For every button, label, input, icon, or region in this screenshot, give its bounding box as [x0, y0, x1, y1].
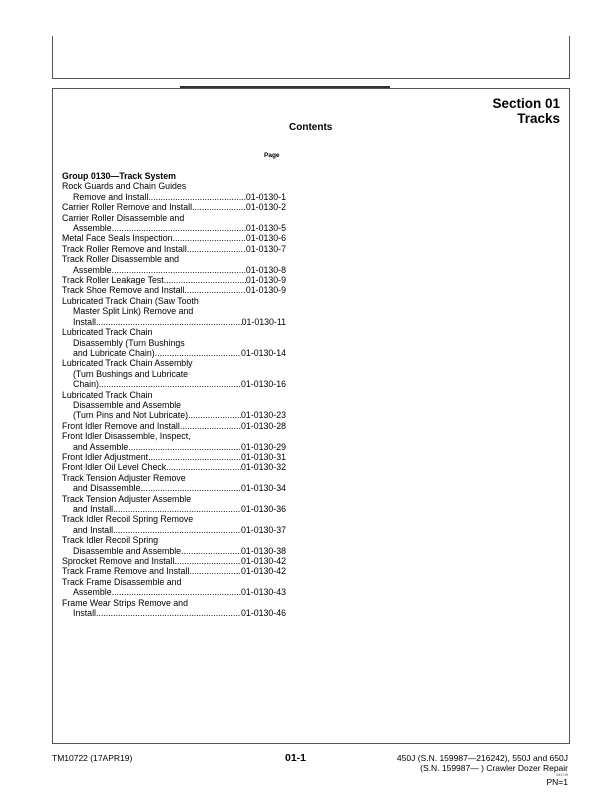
toc-entry: [62, 535, 286, 545]
dot-leader: [192, 202, 246, 212]
dot-leader: [128, 442, 241, 452]
toc-entry-text: Front Idler Disassemble, Inspect,: [62, 431, 191, 442]
toc-entry: [62, 358, 286, 368]
dot-leader: [188, 410, 241, 420]
toc-entry: [62, 598, 286, 608]
toc-entry-page: 01-0130-38: [241, 545, 286, 556]
toc-entry: [62, 504, 286, 514]
toc-entry-text: Rock Guards and Chain Guides: [62, 181, 187, 192]
toc-entry: [62, 400, 286, 410]
toc-entry-page: 01-0130-11: [241, 316, 286, 327]
model-line-2: (S.N. 159987— ) Crawler Dozer Repair: [420, 763, 568, 773]
section-number: Section 01: [492, 96, 560, 111]
document-id: TM10722 (17APR19): [52, 753, 133, 763]
toc-entry: [62, 556, 286, 566]
model-line-1: 450J (S.N. 159987—216242), 550J and 650J: [396, 753, 568, 763]
dot-leader: [112, 265, 246, 275]
toc-entry: [62, 431, 286, 441]
toc-entry: [62, 213, 286, 223]
toc-entry: [62, 462, 286, 472]
toc-entry-text: Metal Face Seals Inspection: [62, 233, 173, 244]
toc-entry: [62, 285, 286, 295]
toc-entry-text: Assemble: [73, 587, 112, 598]
toc-entry: [62, 525, 286, 535]
dot-leader: [180, 421, 241, 431]
toc-entry: [62, 265, 286, 275]
toc-entry: [62, 494, 286, 504]
pn-number: PN=1: [546, 777, 568, 787]
toc-entry-page: 01-0130-9: [245, 275, 286, 286]
toc-entry-text: Track Frame Remove and Install: [62, 566, 190, 577]
toc-entry-text: Track Frame Disassemble and: [62, 576, 182, 587]
toc-entry: [62, 369, 286, 379]
toc-entry-page: 01-0130-31: [241, 451, 286, 462]
dot-leader: [164, 275, 246, 285]
toc-entry-text: Lubricated Track Chain Assembly: [62, 358, 193, 369]
toc-entry-text: Track Tension Adjuster Remove: [62, 472, 186, 483]
dot-leader: [148, 192, 246, 202]
toc-entry-text: Front Idler Remove and Install: [62, 420, 180, 431]
toc-entry-text: (Turn Bushings and Lubricate: [73, 368, 189, 379]
dot-leader: [148, 452, 241, 462]
toc-entry: [62, 514, 286, 524]
toc-entry: [62, 390, 286, 400]
toc-entry: [62, 327, 286, 337]
toc-entry-page: 01-0130-46: [241, 608, 286, 619]
toc-entry-text: Disassemble and Assemble: [73, 545, 182, 556]
toc-entry: [62, 566, 286, 576]
dot-leader: [189, 566, 241, 576]
toc-entry: [62, 546, 286, 556]
toc-entry-text: and Lubricate Chain): [73, 347, 155, 358]
dot-leader: [113, 504, 241, 514]
toc-entry: [62, 348, 286, 358]
dot-leader: [112, 223, 246, 233]
toc-entry: [62, 410, 286, 420]
section-header: [492, 96, 560, 126]
toc-entry-page: 01-0130-37: [241, 524, 286, 535]
dot-leader: [187, 244, 246, 254]
toc-entry: [62, 452, 286, 462]
toc-entry-page: 01-0130-34: [241, 483, 286, 494]
dot-leader: [112, 587, 241, 597]
toc-entry-page: 01-0130-9: [245, 285, 286, 296]
toc-entry: [62, 608, 286, 618]
top-frame: [52, 36, 570, 79]
toc-entry-page: 01-0130-42: [241, 556, 286, 567]
toc-entry-text: Sprocket Remove and Install: [62, 556, 175, 567]
toc-entry-page: 01-0130-28: [241, 420, 286, 431]
toc-entry: [62, 577, 286, 587]
toc-entry-text: Track Idler Recoil Spring Remove: [62, 514, 194, 525]
toc-entry-text: Install: [73, 608, 96, 619]
toc-entry-page: 01-0130-2: [245, 202, 286, 213]
toc-entry: [62, 202, 286, 212]
toc-entry: [62, 181, 286, 191]
toc-entry-page: 01-0130-7: [245, 243, 286, 254]
group-title: Group 0130—Track System: [62, 171, 176, 181]
dot-leader: [173, 233, 246, 243]
toc-entry: [62, 254, 286, 264]
toc-entry: [62, 473, 286, 483]
toc-entry-text: Front Idler Oil Level Check: [62, 462, 167, 473]
toc-entry: [62, 483, 286, 493]
toc-entry-text: Lubricated Track Chain (Saw Tooth: [62, 295, 199, 306]
toc-entry: [62, 244, 286, 254]
dot-leader: [184, 285, 245, 295]
toc-entry-text: Track Shoe Remove and Install: [62, 285, 185, 296]
toc-entry-page: 01-0130-43: [241, 587, 286, 598]
toc-entry-page: 01-0130-42: [241, 566, 286, 577]
toc-entry-page: 01-0130-16: [241, 379, 286, 390]
toc-entry-page: 01-0130-29: [241, 441, 286, 452]
toc-entry-text: Assemble: [73, 223, 112, 234]
toc-entry-page: 01-0130-5: [245, 223, 286, 234]
dot-leader: [96, 608, 241, 618]
toc-entry: [62, 338, 286, 348]
toc-entry-page: 01-0130-6: [245, 233, 286, 244]
toc-entry-page: 01-0130-8: [245, 264, 286, 275]
toc-entry-text: Track Roller Remove and Install: [62, 243, 187, 254]
dot-leader: [96, 317, 242, 327]
toc-entry: [62, 192, 286, 202]
toc-entry: [62, 421, 286, 431]
footer-model-info: [397, 753, 568, 787]
table-of-contents: [62, 171, 286, 618]
toc-entry-text: Master Split Link) Remove and: [73, 306, 194, 317]
toc-entry-page: 01-0130-1: [245, 191, 286, 202]
dot-leader: [99, 379, 241, 389]
toc-entry-page: 01-0130-32: [241, 462, 286, 473]
toc-entry-text: Lubricated Track Chain: [62, 327, 153, 338]
toc-entry-text: Chain): [73, 379, 99, 390]
toc-entry-text: and Install: [73, 524, 114, 535]
toc-entry-text: Lubricated Track Chain: [62, 389, 153, 400]
top-rule: [180, 86, 390, 88]
toc-entry: [62, 379, 286, 389]
toc-entry: [62, 306, 286, 316]
toc-entry: [62, 223, 286, 233]
toc-entry-text: Carrier Roller Disassemble and: [62, 212, 185, 223]
dot-leader: [174, 556, 241, 566]
dot-leader: [113, 525, 241, 535]
toc-entry-text: Carrier Roller Remove and Install: [62, 202, 193, 213]
toc-entry-text: Disassembly (Turn Bushings: [73, 337, 185, 348]
toc-entry-text: (Turn Pins and Not Lubricate): [73, 410, 189, 421]
toc-entry-text: Track Tension Adjuster Assemble: [62, 493, 192, 504]
toc-entry-text: Frame Wear Strips Remove and: [62, 597, 188, 608]
contents-title: Contents: [289, 122, 333, 133]
toc-entry: [62, 587, 286, 597]
page-column-label: Page: [264, 152, 280, 159]
toc-entry-text: Track Idler Recoil Spring: [62, 535, 158, 546]
toc-entry-text: and Disassemble: [73, 483, 141, 494]
section-title: Tracks: [517, 111, 560, 126]
toc-entry-page: 01-0130-36: [241, 504, 286, 514]
footer-code: 041719: [556, 773, 568, 777]
toc-entry: [62, 275, 286, 285]
toc-entry-text: and Install: [73, 504, 114, 514]
page-number: 01-1: [285, 752, 307, 764]
toc-entry-text: Front Idler Adjustment: [62, 451, 149, 462]
toc-entry: [62, 442, 286, 452]
dot-leader: [181, 546, 241, 556]
toc-entry-page: 01-0130-14: [241, 347, 286, 358]
toc-entry: [62, 296, 286, 306]
toc-entry-text: Assemble: [73, 264, 112, 275]
toc-entry: [62, 233, 286, 243]
dot-leader: [140, 483, 241, 493]
toc-entry-text: Track Roller Disassemble and: [62, 254, 180, 265]
toc-entry-text: and Assemble: [73, 441, 129, 452]
toc-entry-text: Install: [73, 316, 96, 327]
dot-leader: [155, 348, 241, 358]
toc-entry-text: Disassemble and Assemble: [73, 399, 182, 410]
toc-entry: [62, 317, 286, 327]
toc-entry-text: Remove and Install: [73, 191, 149, 202]
toc-entry-page: 01-0130-23: [241, 410, 286, 421]
dot-leader: [166, 462, 241, 472]
toc-entry-text: Track Roller Leakage Test: [62, 275, 164, 286]
